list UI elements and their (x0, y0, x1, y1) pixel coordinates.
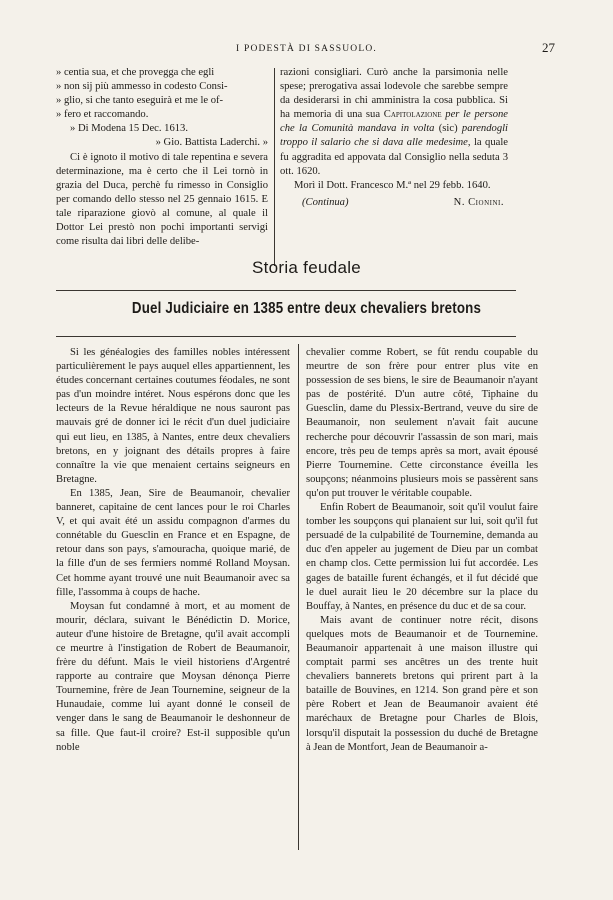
quote-line: » fero et raccomando. (56, 109, 149, 121)
text-run-capitolazione: Capitolazione (383, 109, 442, 121)
top-left-column (56, 66, 268, 249)
text-run-italic: per le persone che la Comunità mandava in volta (280, 109, 508, 135)
text-run: , la quale fu aggradita ed appovata dal Consiglio nella seduta 3 ott. 1620. (280, 137, 508, 177)
paragraph: Moysan fut condamné à mort, et au moment de mourir, déclara, suivant le Bénédictin D. Morice, auteur d'une histoire de Bretagne, qu'il avait accompli ce meurtre à l'instigation de Robert de Beaumanoir, frère du défunt. Mais le vieil historiens d'Argentré rapporte au contraire que Moysan dénonça Pierre Tournemine, frère de Jean Tournemine, seigneur de la Hunaudaie, comme lui ayant donné le conseil de venger dans le sang de Beaumanoir le deshonneur de sa fille. Que faut-il croire? Est-il supposible qu'un noble (56, 600, 290, 753)
paragraph: Mais avant de continuer notre récit, disons quelques mots de Beaumanoir et de Tournemine. Beaumanoir appartenait à une maison illustre qui comptait parmi ses ancêtres un des trente huit chevaliers bannerets bretons qui prirent part à la bataille de Bouvines, en 1214. Son grand père et son père Robert et Jean de Beaumanoir avaient été maréchaux de Bretagne pour Charles de Blois, lorsqu'il disputait la possession du duché de Bretagne à Jean de Montfort, Jean de Beaumanoir a- (306, 614, 538, 753)
paragraph (280, 66, 508, 179)
paragraph: Ci è ignoto il motivo di tale repentina e severa determinazione, ma è certo che il Lei tornò in grazia del Duca, perchè fu rimesso in Consiglio per comando dello stesso nel 25 gennaio 1615. E tale riparazione giovò al comune, al quale il Dottor Lei prestò non pochi importanti servigi come risulta dai libri delle delibe- (56, 151, 268, 248)
top-right-column (280, 66, 508, 210)
running-head: I PODESTÀ DI SASSUOLO. (236, 44, 377, 54)
article-left-column (56, 346, 290, 755)
paragraph: En 1385, Jean, Sire de Beaumanoir, chevalier banneret, capitaine de cent lances pour le roi Charles V, et qui avait été un assidu compagnon d'armes du connétable du Guesclin en France et en Espagne, de retour dans son pays, s'amouracha, quoique marié, de la fille d'un de ses fermiers nommé Rolland Moysan. Cet homme ayant trouvé une nuit Beaumanoir avec sa fille, l'assomma à coups de hache. (56, 487, 290, 598)
paragraph: Si les généalogies des familles nobles intéressent particulièrement le pays auquel elles appartiennent, les études concernant certaines coutumes féodales, ne sont pas d'un moindre intéret. Nous espérons donc que les lecteurs de la Revue héraldique ne nous sauront pas mauvais gré de donner ici le récit d'un duel judiciaire qui eut lieu, en 1385, à Nantes, entre deux chevaliers bretons, en y joignant des détails propres à faire connaître la vie que menaient certains seigneurs en Bretagne. (56, 347, 290, 485)
horizontal-rule (56, 336, 516, 337)
column-divider (274, 68, 275, 266)
horizontal-rule (56, 290, 516, 291)
letter-signature: » Gio. Battista Laderchi. » (155, 137, 268, 149)
paragraph: chevalier comme Robert, se fût rendu coupable du meurtre de son frère pour entrer plus vite en possession de ses biens, le sire de Beaumanoir n'ayant pas de postérité. D'un autre côté, Tiphaine du Guesclin, dame du Plessix-Bertrand, veuve du sire de Beaumanoir, non seulement n'avait fait aucune recherche pour découvrir l'assassin de son mari, mais encore, très peu de temps après sa mort, avait épousé Pierre Tournemine. Cette circonstance éveilla les soupçons; néanmoins plusieurs mois se passèrent sans qu'on put trouver le véritable coupable. (306, 347, 538, 499)
text-run-sic: (sic) (434, 123, 462, 135)
author-signature: N. Cionini. (453, 196, 504, 208)
article-title: Duel Judiciaire en 1385 entre deux chevaliers bretons (131, 300, 482, 317)
page-number: 27 (542, 40, 555, 55)
paragraph: Morì il Dott. Francesco M.ª nel 29 febb. 1640. (294, 179, 491, 191)
text-run: razioni consigliari. Curò anche la parsimonia nelle spese; prerogativa assai lodevole che sarebbe sempre da desiderarsi in chi amministra la cosa pubblica. Si ha memoria di una sua (280, 67, 508, 121)
continua-note: (Continua) (302, 196, 349, 208)
article-end (280, 196, 508, 210)
article-right-column (306, 346, 538, 755)
quote-line: » non sij più ammesso in codesto Consi- (56, 81, 228, 93)
letter-date: » Di Modena 15 Dec. 1613. (70, 123, 188, 135)
paragraph: Enfin Robert de Beaumanoir, soit qu'il voulut faire tomber les soupçons qui planaient sur lui, soit qu'il fut persuadé de la culpabilité de Tournemine, demanda au duc d'en appeler au jugement de Dieu par un combat en champ clos. Cette permission lui fut accordée. Les gages de bataille furent échangés, et il fut décidé que le duel aurait lieu le 20 décembre sur la place du Bouffay, à Nantes, en présence du duc et de sa cour. (306, 502, 538, 612)
column-divider (298, 344, 299, 850)
section-title: Storia feudale (251, 258, 362, 277)
quote-line: » centia sua, et che provegga che egli (56, 67, 215, 78)
text-run-italic: parendogli troppo il salario che si dava alle medesime (280, 123, 509, 149)
quote-line: » glio, si che tanto eseguirà et me le of- (56, 95, 224, 107)
